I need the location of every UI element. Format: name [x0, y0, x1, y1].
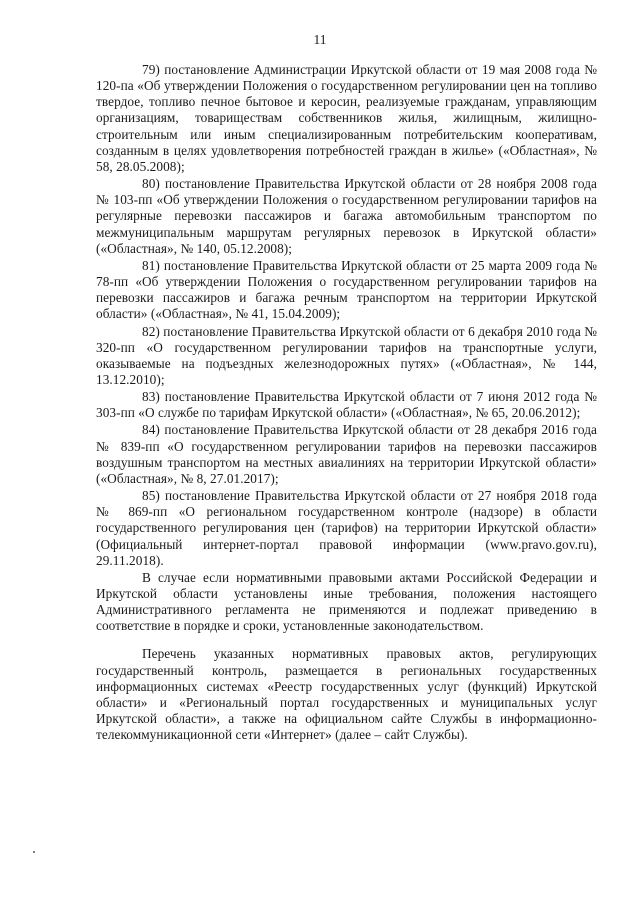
list-item-80: 80) постановление Правительства Иркутской области от 28 ноября 2008 года № 103-пп «Об утверждении Положения о государственном регулировании тарифов на регулярные перевозки пассажиров и багажа автомобильным транспортом по межмуниципальным маршрутам регулярных перевозок в Иркутской области» («Областная», № 140, 05.12.2008); — [96, 176, 597, 256]
list-item-79: 79) постановление Администрации Иркутской области от 19 мая 2008 года № 120-па «Об утверждении Положения о государственном регулировании цен на топливо твердое, топливо печное бытовое и керосин, реализуемые гражданам, управляющим организациям, товариществам собственников жилья, жилищным, жилищно-строительным или иным специализированным потребительским кооперативам, созданным в целях удовлетворения потребностей граждан в жилье» («Областная», № 58, 28.05.2008); — [96, 62, 597, 174]
paragraph-acts-list-publication: Перечень указанных нормативных правовых актов, регулирующих государственный контроль, размещается в региональных государственных информационных системах «Реестр государственных услуг (функций) Иркутской области» и «Региональный портал государственных и муниципальных услуг Иркутской области», а также на официальном сайте Службы в информационно-телекоммуникационной сети «Интернет» (далее – сайт Службы). — [96, 646, 597, 743]
list-item-84: 84) постановление Правительства Иркутской области от 28 декабря 2016 года № 839-пп «О государственном регулировании тарифов на перевозки пассажиров воздушным транспортом на местных авиалиниях на территории Иркутской области» («Областная», № 8, 27.01.2017); — [96, 422, 597, 486]
list-item-85: 85) постановление Правительства Иркутской области от 27 ноября 2018 года № 869-пп «О региональном государственном контроле (надзоре) в области государственного регулирования цен (тарифов) на территории Иркутской области» (Официальный интернет-портал правовой информации (www.pravo.gov.ru), 29.11.2018). — [96, 488, 597, 568]
page-number: 11 — [313, 32, 327, 47]
list-item-81: 81) постановление Правительства Иркутской области от 25 марта 2009 года № 78-пп «Об утверждении Положения о государственном регулировании тарифов на перевозки пассажиров и багажа речным транспортом на территории Иркутской области» («Областная», № 41, 15.04.2009); — [96, 257, 597, 322]
list-item-83: 83) постановление Правительства Иркутской области от 7 июня 2012 года № 303-пп «О службе по тарифам Иркутской области» («Областная», № 65, 20.06.2012); — [96, 389, 597, 421]
list-item-82: 82) постановление Правительства Иркутской области от 6 декабря 2010 года № 320-пп «О государственном регулировании тарифов на транспортные услуги, оказываемые на подъездных железнодорожных путях» («Областная», № 144, 13.12.2010); — [96, 323, 597, 387]
paragraph-other-requirements: В случае если нормативными правовыми актами Российской Федерации и Иркутской области установлены иные требования, положения настоящего Административного регламента не применяются и подлежат приведению в соответствие в порядке и сроки, установленные законодательством. — [96, 569, 597, 634]
scan-speck-mark — [33, 851, 35, 853]
document-body — [96, 62, 597, 743]
